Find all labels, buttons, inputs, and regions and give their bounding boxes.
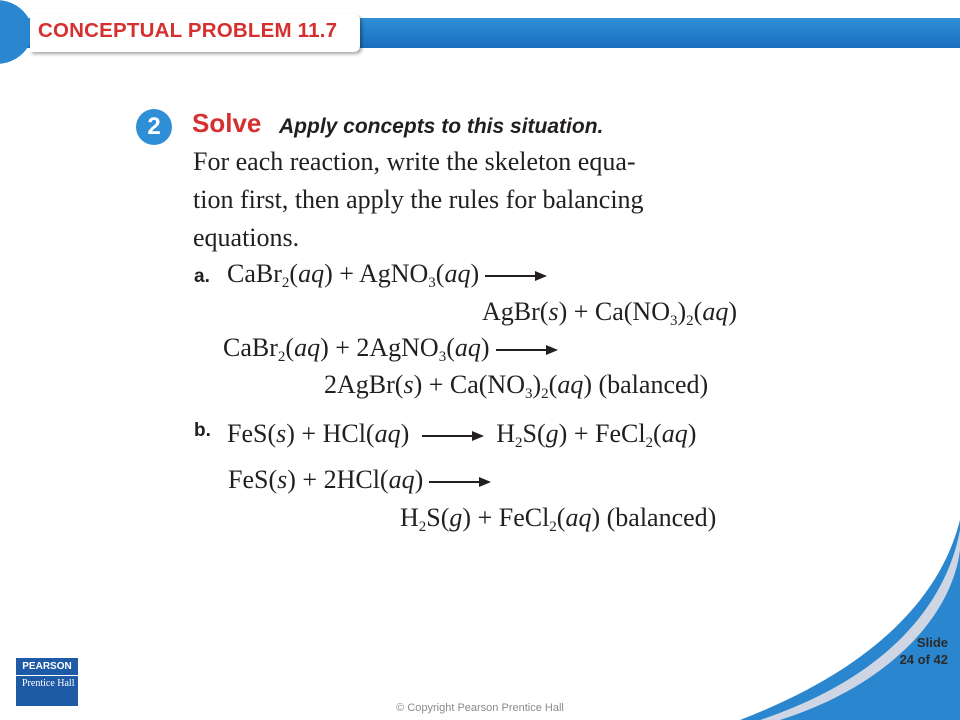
slide-label: Slide	[916, 635, 948, 650]
equation-text: AgBr(s) + $Ca(NO_3)_2(aq)$	[482, 297, 737, 329]
step-title: Solve	[192, 108, 262, 138]
logo-top-text: PEARSON	[16, 658, 78, 676]
step-number-badge: 2	[136, 109, 172, 145]
part-b-skeleton	[227, 419, 696, 449]
reaction-arrow-icon	[485, 270, 547, 282]
paragraph-line-2: tion first, then apply the rules for balancing	[193, 185, 644, 214]
equation-text: $H_2S(g)$ + FeCl$_2$(aq) (balanced)	[400, 503, 717, 535]
reaction-arrow-icon	[429, 476, 491, 488]
part-b-balanced-products	[400, 503, 716, 533]
part-a-skeleton-products	[482, 297, 737, 327]
paragraph-line-3: equations.	[193, 223, 300, 252]
header-swoosh-decoration	[0, 0, 32, 64]
step-subtitle: Apply concepts to this situation.	[279, 115, 604, 138]
part-a-balanced-products	[324, 370, 708, 400]
equation-text: 2AgBr(s) + $Ca(NO_3)_2(aq)$ (balanced)	[324, 370, 709, 402]
reaction-arrow-icon	[496, 344, 558, 356]
equation-text: CaBr$_2$(aq) + AgNO$_3$(aq)	[227, 259, 480, 291]
logo-bottom-text: Prentice Hall	[22, 678, 75, 689]
paragraph-line-1: For each reaction, write the skeleton equa-	[193, 147, 636, 176]
reaction-arrow-icon	[422, 430, 484, 442]
slide-counter	[900, 634, 948, 668]
equation-text: FeS(s) + 2HCl(aq)	[228, 465, 424, 494]
part-b-label: b.	[194, 420, 211, 441]
publisher-logo	[16, 658, 78, 706]
copyright-notice: © Copyright Pearson Prentice Hall	[396, 702, 564, 714]
part-a-skeleton-reactants	[227, 259, 553, 289]
part-a-balanced-reactants	[223, 333, 564, 363]
equation-text: CaBr$_2$(aq) + 2AgNO$_3$(aq)	[223, 333, 490, 365]
part-b-balanced-reactants	[228, 465, 497, 495]
slide-position: 24 of 42	[899, 652, 948, 667]
part-a-label: a.	[194, 266, 210, 287]
equation-text: FeS(s) + HCl(aq) $H_2S(g)$ + FeCl$_2$(aq)	[227, 419, 697, 451]
corner-swoosh-decoration	[740, 520, 960, 720]
page-title: CONCEPTUAL PROBLEM 11.7	[38, 19, 338, 42]
